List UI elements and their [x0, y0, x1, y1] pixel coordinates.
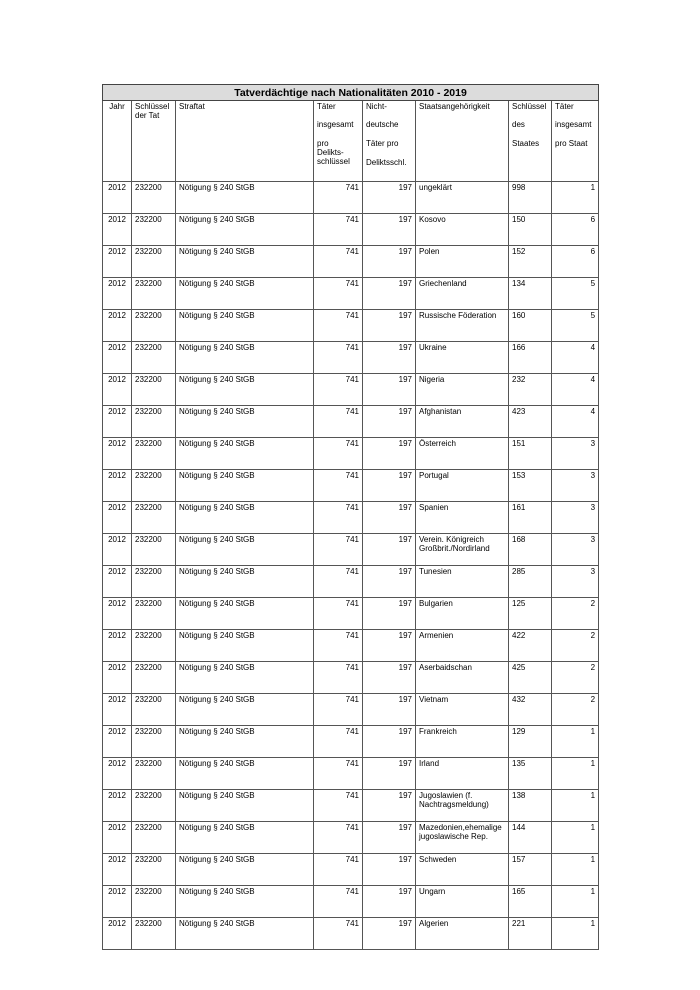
- cell-taeter: 3: [552, 534, 599, 566]
- cell-insgesamt: 741: [314, 758, 363, 790]
- cell-staat-schluessel: 425: [509, 662, 552, 694]
- header-label: Täter pro: [366, 139, 399, 148]
- cell-taeter: 5: [552, 310, 599, 342]
- cell-insgesamt: 741: [314, 822, 363, 854]
- table-row: [103, 662, 599, 694]
- cell-staat-schluessel: 221: [509, 918, 552, 950]
- cell-staatsangehoerigkeit: Nigeria: [416, 374, 509, 406]
- header-row: [103, 101, 599, 182]
- cell-jahr: 2012: [103, 534, 132, 566]
- cell-schluessel: 232200: [132, 726, 176, 758]
- header-label: schlüssel: [317, 157, 350, 166]
- cell-staat-schluessel: 285: [509, 566, 552, 598]
- cell-schluessel: 232200: [132, 374, 176, 406]
- cell-straftat: Nötigung § 240 StGB: [176, 854, 314, 886]
- cell-insgesamt: 741: [314, 342, 363, 374]
- table-row: [103, 918, 599, 950]
- header-label: des: [512, 120, 525, 129]
- cell-staat-schluessel: 160: [509, 310, 552, 342]
- cell-taeter: 1: [552, 886, 599, 918]
- cell-jahr: 2012: [103, 886, 132, 918]
- cell-staat-schluessel: 129: [509, 726, 552, 758]
- table-row: [103, 278, 599, 310]
- cell-schluessel: 232200: [132, 182, 176, 214]
- cell-insgesamt: 741: [314, 886, 363, 918]
- cell-staat-schluessel: 150: [509, 214, 552, 246]
- cell-jahr: 2012: [103, 470, 132, 502]
- table-row: [103, 374, 599, 406]
- cell-nichtdeutsche: 197: [363, 278, 416, 310]
- cell-staatsangehoerigkeit: Armenien: [416, 630, 509, 662]
- cell-straftat: Nötigung § 240 StGB: [176, 374, 314, 406]
- cell-insgesamt: 741: [314, 662, 363, 694]
- cell-nichtdeutsche: 197: [363, 662, 416, 694]
- cell-schluessel: 232200: [132, 470, 176, 502]
- table-row: [103, 214, 599, 246]
- cell-straftat: Nötigung § 240 StGB: [176, 918, 314, 950]
- cell-taeter: 4: [552, 374, 599, 406]
- cell-staatsangehoerigkeit: Ungarn: [416, 886, 509, 918]
- cell-straftat: Nötigung § 240 StGB: [176, 534, 314, 566]
- cell-insgesamt: 741: [314, 790, 363, 822]
- header-staatsangehoerigkeit: [416, 101, 509, 182]
- cell-jahr: 2012: [103, 182, 132, 214]
- table-row: [103, 694, 599, 726]
- table-row: [103, 598, 599, 630]
- cell-taeter: 1: [552, 182, 599, 214]
- table-row: [103, 310, 599, 342]
- cell-straftat: Nötigung § 240 StGB: [176, 886, 314, 918]
- cell-schluessel: 232200: [132, 342, 176, 374]
- cell-staatsangehoerigkeit: Frankreich: [416, 726, 509, 758]
- cell-staatsangehoerigkeit: Algerien: [416, 918, 509, 950]
- cell-jahr: 2012: [103, 662, 132, 694]
- cell-jahr: 2012: [103, 630, 132, 662]
- cell-straftat: Nötigung § 240 StGB: [176, 406, 314, 438]
- cell-staat-schluessel: 135: [509, 758, 552, 790]
- cell-staatsangehoerigkeit: Ukraine: [416, 342, 509, 374]
- header-straftat: [176, 101, 314, 182]
- header-label: insgesamt: [555, 120, 592, 129]
- offender-table: [102, 84, 599, 950]
- cell-taeter: 1: [552, 822, 599, 854]
- table-row: [103, 886, 599, 918]
- cell-staatsangehoerigkeit: Mazedonien,ehemalige jugoslawische Rep.: [416, 822, 509, 854]
- header-label: Delikts-: [317, 148, 344, 157]
- header-nichtdeutsche: [363, 101, 416, 182]
- cell-nichtdeutsche: 197: [363, 886, 416, 918]
- cell-schluessel: 232200: [132, 502, 176, 534]
- cell-nichtdeutsche: 197: [363, 726, 416, 758]
- cell-staat-schluessel: 161: [509, 502, 552, 534]
- header-label: insgesamt: [317, 120, 354, 129]
- cell-staatsangehoerigkeit: Irland: [416, 758, 509, 790]
- cell-straftat: Nötigung § 240 StGB: [176, 694, 314, 726]
- cell-staatsangehoerigkeit: Verein. Königreich Großbrit./Nordirland: [416, 534, 509, 566]
- cell-insgesamt: 741: [314, 246, 363, 278]
- header-schluessel-staat: [509, 101, 552, 182]
- header-taeter-staat: [552, 101, 599, 182]
- cell-straftat: Nötigung § 240 StGB: [176, 214, 314, 246]
- cell-staat-schluessel: 168: [509, 534, 552, 566]
- cell-staat-schluessel: 152: [509, 246, 552, 278]
- header-label: Staates: [512, 139, 540, 148]
- cell-nichtdeutsche: 197: [363, 822, 416, 854]
- cell-insgesamt: 741: [314, 182, 363, 214]
- header-jahr: [103, 101, 132, 182]
- cell-schluessel: 232200: [132, 214, 176, 246]
- cell-staatsangehoerigkeit: ungeklärt: [416, 182, 509, 214]
- cell-jahr: 2012: [103, 822, 132, 854]
- cell-nichtdeutsche: 197: [363, 534, 416, 566]
- cell-nichtdeutsche: 197: [363, 470, 416, 502]
- cell-nichtdeutsche: 197: [363, 310, 416, 342]
- cell-jahr: 2012: [103, 278, 132, 310]
- table-row: [103, 726, 599, 758]
- cell-straftat: Nötigung § 240 StGB: [176, 790, 314, 822]
- cell-insgesamt: 741: [314, 918, 363, 950]
- cell-nichtdeutsche: 197: [363, 342, 416, 374]
- cell-schluessel: 232200: [132, 406, 176, 438]
- table-row: [103, 534, 599, 566]
- table-row: [103, 438, 599, 470]
- table-title: Tatverdächtige nach Nationalitäten 2010 - 2019: [103, 85, 599, 101]
- cell-nichtdeutsche: 197: [363, 374, 416, 406]
- cell-taeter: 1: [552, 854, 599, 886]
- cell-staat-schluessel: 423: [509, 406, 552, 438]
- cell-nichtdeutsche: 197: [363, 790, 416, 822]
- cell-insgesamt: 741: [314, 726, 363, 758]
- cell-straftat: Nötigung § 240 StGB: [176, 182, 314, 214]
- table-row: [103, 758, 599, 790]
- cell-staatsangehoerigkeit: Afghanistan: [416, 406, 509, 438]
- cell-staatsangehoerigkeit: Kosovo: [416, 214, 509, 246]
- cell-jahr: 2012: [103, 406, 132, 438]
- cell-staatsangehoerigkeit: Österreich: [416, 438, 509, 470]
- cell-straftat: Nötigung § 240 StGB: [176, 598, 314, 630]
- cell-staatsangehoerigkeit: Jugoslawien (f. Nachtragsmeldung): [416, 790, 509, 822]
- cell-jahr: 2012: [103, 214, 132, 246]
- cell-jahr: 2012: [103, 310, 132, 342]
- cell-straftat: Nötigung § 240 StGB: [176, 342, 314, 374]
- cell-nichtdeutsche: 197: [363, 214, 416, 246]
- cell-staatsangehoerigkeit: Polen: [416, 246, 509, 278]
- cell-straftat: Nötigung § 240 StGB: [176, 630, 314, 662]
- cell-nichtdeutsche: 197: [363, 694, 416, 726]
- cell-staat-schluessel: 165: [509, 886, 552, 918]
- cell-straftat: Nötigung § 240 StGB: [176, 278, 314, 310]
- header-label: Deliktsschl.: [366, 158, 407, 167]
- cell-schluessel: 232200: [132, 694, 176, 726]
- cell-insgesamt: 741: [314, 406, 363, 438]
- cell-taeter: 6: [552, 246, 599, 278]
- cell-insgesamt: 741: [314, 214, 363, 246]
- cell-staat-schluessel: 232: [509, 374, 552, 406]
- cell-taeter: 2: [552, 630, 599, 662]
- cell-staat-schluessel: 138: [509, 790, 552, 822]
- cell-nichtdeutsche: 197: [363, 406, 416, 438]
- cell-straftat: Nötigung § 240 StGB: [176, 502, 314, 534]
- header-label: Täter: [317, 102, 336, 111]
- table-row: [103, 502, 599, 534]
- cell-jahr: 2012: [103, 502, 132, 534]
- cell-staat-schluessel: 153: [509, 470, 552, 502]
- cell-staat-schluessel: 998: [509, 182, 552, 214]
- cell-staat-schluessel: 144: [509, 822, 552, 854]
- cell-jahr: 2012: [103, 726, 132, 758]
- table-row: [103, 630, 599, 662]
- cell-straftat: Nötigung § 240 StGB: [176, 470, 314, 502]
- cell-straftat: Nötigung § 240 StGB: [176, 822, 314, 854]
- cell-taeter: 1: [552, 758, 599, 790]
- cell-taeter: 4: [552, 342, 599, 374]
- cell-schluessel: 232200: [132, 662, 176, 694]
- cell-jahr: 2012: [103, 790, 132, 822]
- cell-taeter: 3: [552, 438, 599, 470]
- cell-staatsangehoerigkeit: Griechenland: [416, 278, 509, 310]
- table-row: [103, 246, 599, 278]
- cell-insgesamt: 741: [314, 598, 363, 630]
- cell-insgesamt: 741: [314, 534, 363, 566]
- cell-schluessel: 232200: [132, 886, 176, 918]
- cell-straftat: Nötigung § 240 StGB: [176, 726, 314, 758]
- cell-taeter: 2: [552, 694, 599, 726]
- cell-staatsangehoerigkeit: Russische Föderation: [416, 310, 509, 342]
- title-row: [103, 85, 599, 101]
- cell-nichtdeutsche: 197: [363, 918, 416, 950]
- cell-taeter: 5: [552, 278, 599, 310]
- header-taeter-insgesamt: [314, 101, 363, 182]
- cell-schluessel: 232200: [132, 822, 176, 854]
- cell-schluessel: 232200: [132, 278, 176, 310]
- cell-jahr: 2012: [103, 758, 132, 790]
- cell-nichtdeutsche: 197: [363, 438, 416, 470]
- cell-nichtdeutsche: 197: [363, 598, 416, 630]
- cell-staat-schluessel: 432: [509, 694, 552, 726]
- cell-jahr: 2012: [103, 374, 132, 406]
- cell-jahr: 2012: [103, 342, 132, 374]
- cell-taeter: 3: [552, 502, 599, 534]
- cell-schluessel: 232200: [132, 598, 176, 630]
- cell-jahr: 2012: [103, 438, 132, 470]
- header-label: Staatsangehörigkeit: [419, 102, 490, 111]
- cell-straftat: Nötigung § 240 StGB: [176, 662, 314, 694]
- cell-nichtdeutsche: 197: [363, 182, 416, 214]
- cell-taeter: 3: [552, 566, 599, 598]
- cell-schluessel: 232200: [132, 758, 176, 790]
- cell-staatsangehoerigkeit: Portugal: [416, 470, 509, 502]
- cell-insgesamt: 741: [314, 630, 363, 662]
- table-body: [103, 182, 599, 950]
- cell-insgesamt: 741: [314, 854, 363, 886]
- cell-staat-schluessel: 166: [509, 342, 552, 374]
- header-label: Täter: [555, 102, 574, 111]
- cell-insgesamt: 741: [314, 502, 363, 534]
- header-label: Straftat: [179, 102, 205, 111]
- cell-taeter: 2: [552, 662, 599, 694]
- cell-straftat: Nötigung § 240 StGB: [176, 566, 314, 598]
- cell-staatsangehoerigkeit: Vietnam: [416, 694, 509, 726]
- cell-insgesamt: 741: [314, 278, 363, 310]
- cell-jahr: 2012: [103, 598, 132, 630]
- cell-jahr: 2012: [103, 918, 132, 950]
- table-row: [103, 822, 599, 854]
- cell-staatsangehoerigkeit: Schweden: [416, 854, 509, 886]
- header-label: pro: [317, 139, 329, 148]
- cell-insgesamt: 741: [314, 694, 363, 726]
- cell-jahr: 2012: [103, 246, 132, 278]
- cell-taeter: 1: [552, 790, 599, 822]
- cell-staatsangehoerigkeit: Tunesien: [416, 566, 509, 598]
- header-jahr-label: Jahr: [109, 102, 125, 111]
- cell-schluessel: 232200: [132, 790, 176, 822]
- cell-staat-schluessel: 125: [509, 598, 552, 630]
- cell-staatsangehoerigkeit: Spanien: [416, 502, 509, 534]
- cell-schluessel: 232200: [132, 854, 176, 886]
- cell-jahr: 2012: [103, 854, 132, 886]
- cell-taeter: 3: [552, 470, 599, 502]
- cell-insgesamt: 741: [314, 566, 363, 598]
- cell-jahr: 2012: [103, 694, 132, 726]
- cell-nichtdeutsche: 197: [363, 854, 416, 886]
- table-row: [103, 790, 599, 822]
- header-label: der Tat: [135, 111, 160, 120]
- cell-jahr: 2012: [103, 566, 132, 598]
- cell-taeter: 6: [552, 214, 599, 246]
- cell-schluessel: 232200: [132, 438, 176, 470]
- cell-taeter: 2: [552, 598, 599, 630]
- cell-straftat: Nötigung § 240 StGB: [176, 246, 314, 278]
- header-label: Nicht-: [366, 102, 387, 111]
- cell-straftat: Nötigung § 240 StGB: [176, 310, 314, 342]
- cell-insgesamt: 741: [314, 438, 363, 470]
- cell-taeter: 1: [552, 918, 599, 950]
- cell-straftat: Nötigung § 240 StGB: [176, 438, 314, 470]
- cell-straftat: Nötigung § 240 StGB: [176, 758, 314, 790]
- cell-schluessel: 232200: [132, 246, 176, 278]
- cell-schluessel: 232200: [132, 630, 176, 662]
- cell-staat-schluessel: 157: [509, 854, 552, 886]
- cell-insgesamt: 741: [314, 310, 363, 342]
- cell-schluessel: 232200: [132, 566, 176, 598]
- cell-nichtdeutsche: 197: [363, 502, 416, 534]
- cell-nichtdeutsche: 197: [363, 566, 416, 598]
- cell-taeter: 1: [552, 726, 599, 758]
- cell-schluessel: 232200: [132, 534, 176, 566]
- cell-nichtdeutsche: 197: [363, 758, 416, 790]
- header-label: deutsche: [366, 120, 399, 129]
- table-row: [103, 342, 599, 374]
- header-schluessel-tat: [132, 101, 176, 182]
- cell-insgesamt: 741: [314, 470, 363, 502]
- table-row: [103, 182, 599, 214]
- cell-staat-schluessel: 422: [509, 630, 552, 662]
- cell-staat-schluessel: 151: [509, 438, 552, 470]
- cell-nichtdeutsche: 197: [363, 630, 416, 662]
- header-label: Schlüssel: [135, 102, 170, 111]
- cell-insgesamt: 741: [314, 374, 363, 406]
- cell-taeter: 4: [552, 406, 599, 438]
- cell-staatsangehoerigkeit: Aserbaidschan: [416, 662, 509, 694]
- table-row: [103, 854, 599, 886]
- table-row: [103, 406, 599, 438]
- cell-schluessel: 232200: [132, 310, 176, 342]
- cell-schluessel: 232200: [132, 918, 176, 950]
- header-label: Schlüssel: [512, 102, 547, 111]
- table-row: [103, 566, 599, 598]
- cell-staat-schluessel: 134: [509, 278, 552, 310]
- cell-nichtdeutsche: 197: [363, 246, 416, 278]
- header-label: pro Staat: [555, 139, 588, 148]
- table-row: [103, 470, 599, 502]
- cell-staatsangehoerigkeit: Bulgarien: [416, 598, 509, 630]
